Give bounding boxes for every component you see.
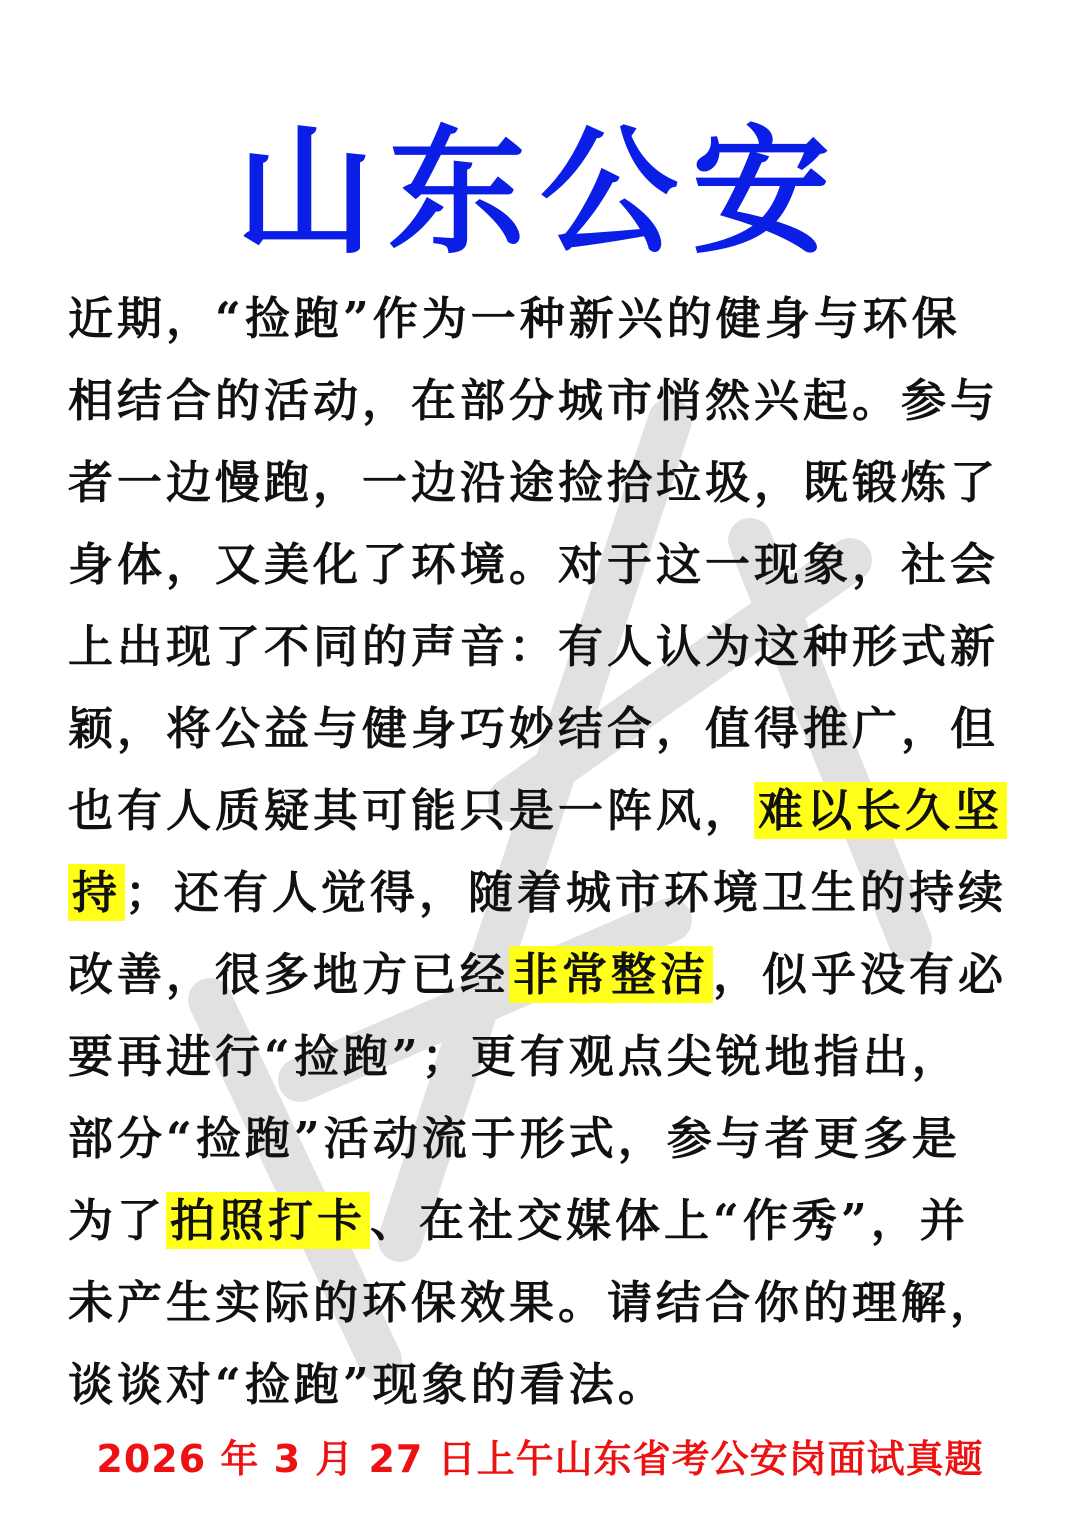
highlighted-phrase: 持 bbox=[68, 864, 125, 921]
text-segment: 身体，又美化了环境。对于这一现象，社会 bbox=[68, 538, 1000, 591]
text-segment: 为了 bbox=[68, 1194, 167, 1247]
text-line bbox=[68, 1344, 1028, 1426]
page-title: 山东公安 bbox=[235, 110, 844, 273]
text-segment: ，似乎没有必 bbox=[713, 948, 1008, 1001]
text-segment: 颖，将公益与健身巧妙结合，值得推广，但 bbox=[68, 702, 1000, 755]
text-line bbox=[68, 1098, 1028, 1180]
text-line bbox=[68, 524, 1028, 606]
text-line bbox=[68, 606, 1028, 688]
text-segment: ；还有人觉得，随着城市环境卫生的持续 bbox=[125, 866, 1008, 919]
text-segment: 部分“捡跑”活动流于形式，参与者更多是 bbox=[68, 1112, 961, 1165]
text-segment: 也有人质疑其可能只是一阵风， bbox=[68, 784, 755, 837]
highlighted-phrase: 非常整洁 bbox=[509, 946, 713, 1003]
text-segment: 未产生实际的环保效果。请结合你的理解， bbox=[68, 1276, 1000, 1329]
text-segment: 改善，很多地方已经 bbox=[68, 948, 510, 1001]
text-line bbox=[68, 442, 1028, 524]
text-line bbox=[68, 852, 1028, 934]
highlighted-phrase: 难以长久坚 bbox=[754, 782, 1007, 839]
text-segment: 者一边慢跑，一边沿途捡拾垃圾，既锻炼了 bbox=[68, 456, 1000, 509]
source-caption: 2026 年 3 月 27 日上午山东省考公安岗面试真题 bbox=[96, 1437, 984, 1481]
question-text bbox=[68, 278, 1028, 1426]
text-line bbox=[68, 688, 1028, 770]
text-segment: 相结合的活动，在部分城市悄然兴起。参与 bbox=[68, 374, 1000, 427]
text-line bbox=[68, 360, 1028, 442]
text-line bbox=[68, 1262, 1028, 1344]
text-segment: 谈谈对“捡跑”现象的看法。 bbox=[68, 1358, 667, 1411]
text-line bbox=[68, 1180, 1028, 1262]
text-line bbox=[68, 770, 1028, 852]
text-segment: 、在社交媒体上“作秀”，并 bbox=[370, 1194, 969, 1247]
text-line bbox=[68, 1016, 1028, 1098]
text-segment: 要再进行“捡跑”；更有观点尖锐地指出， bbox=[68, 1030, 961, 1083]
highlighted-phrase: 拍照打卡 bbox=[166, 1192, 370, 1249]
text-segment: 近期，“捡跑”作为一种新兴的健身与环保 bbox=[68, 292, 961, 345]
text-segment: 上出现了不同的声音：有人认为这种形式新 bbox=[68, 620, 1000, 673]
text-line bbox=[68, 278, 1028, 360]
text-line bbox=[68, 934, 1028, 1016]
